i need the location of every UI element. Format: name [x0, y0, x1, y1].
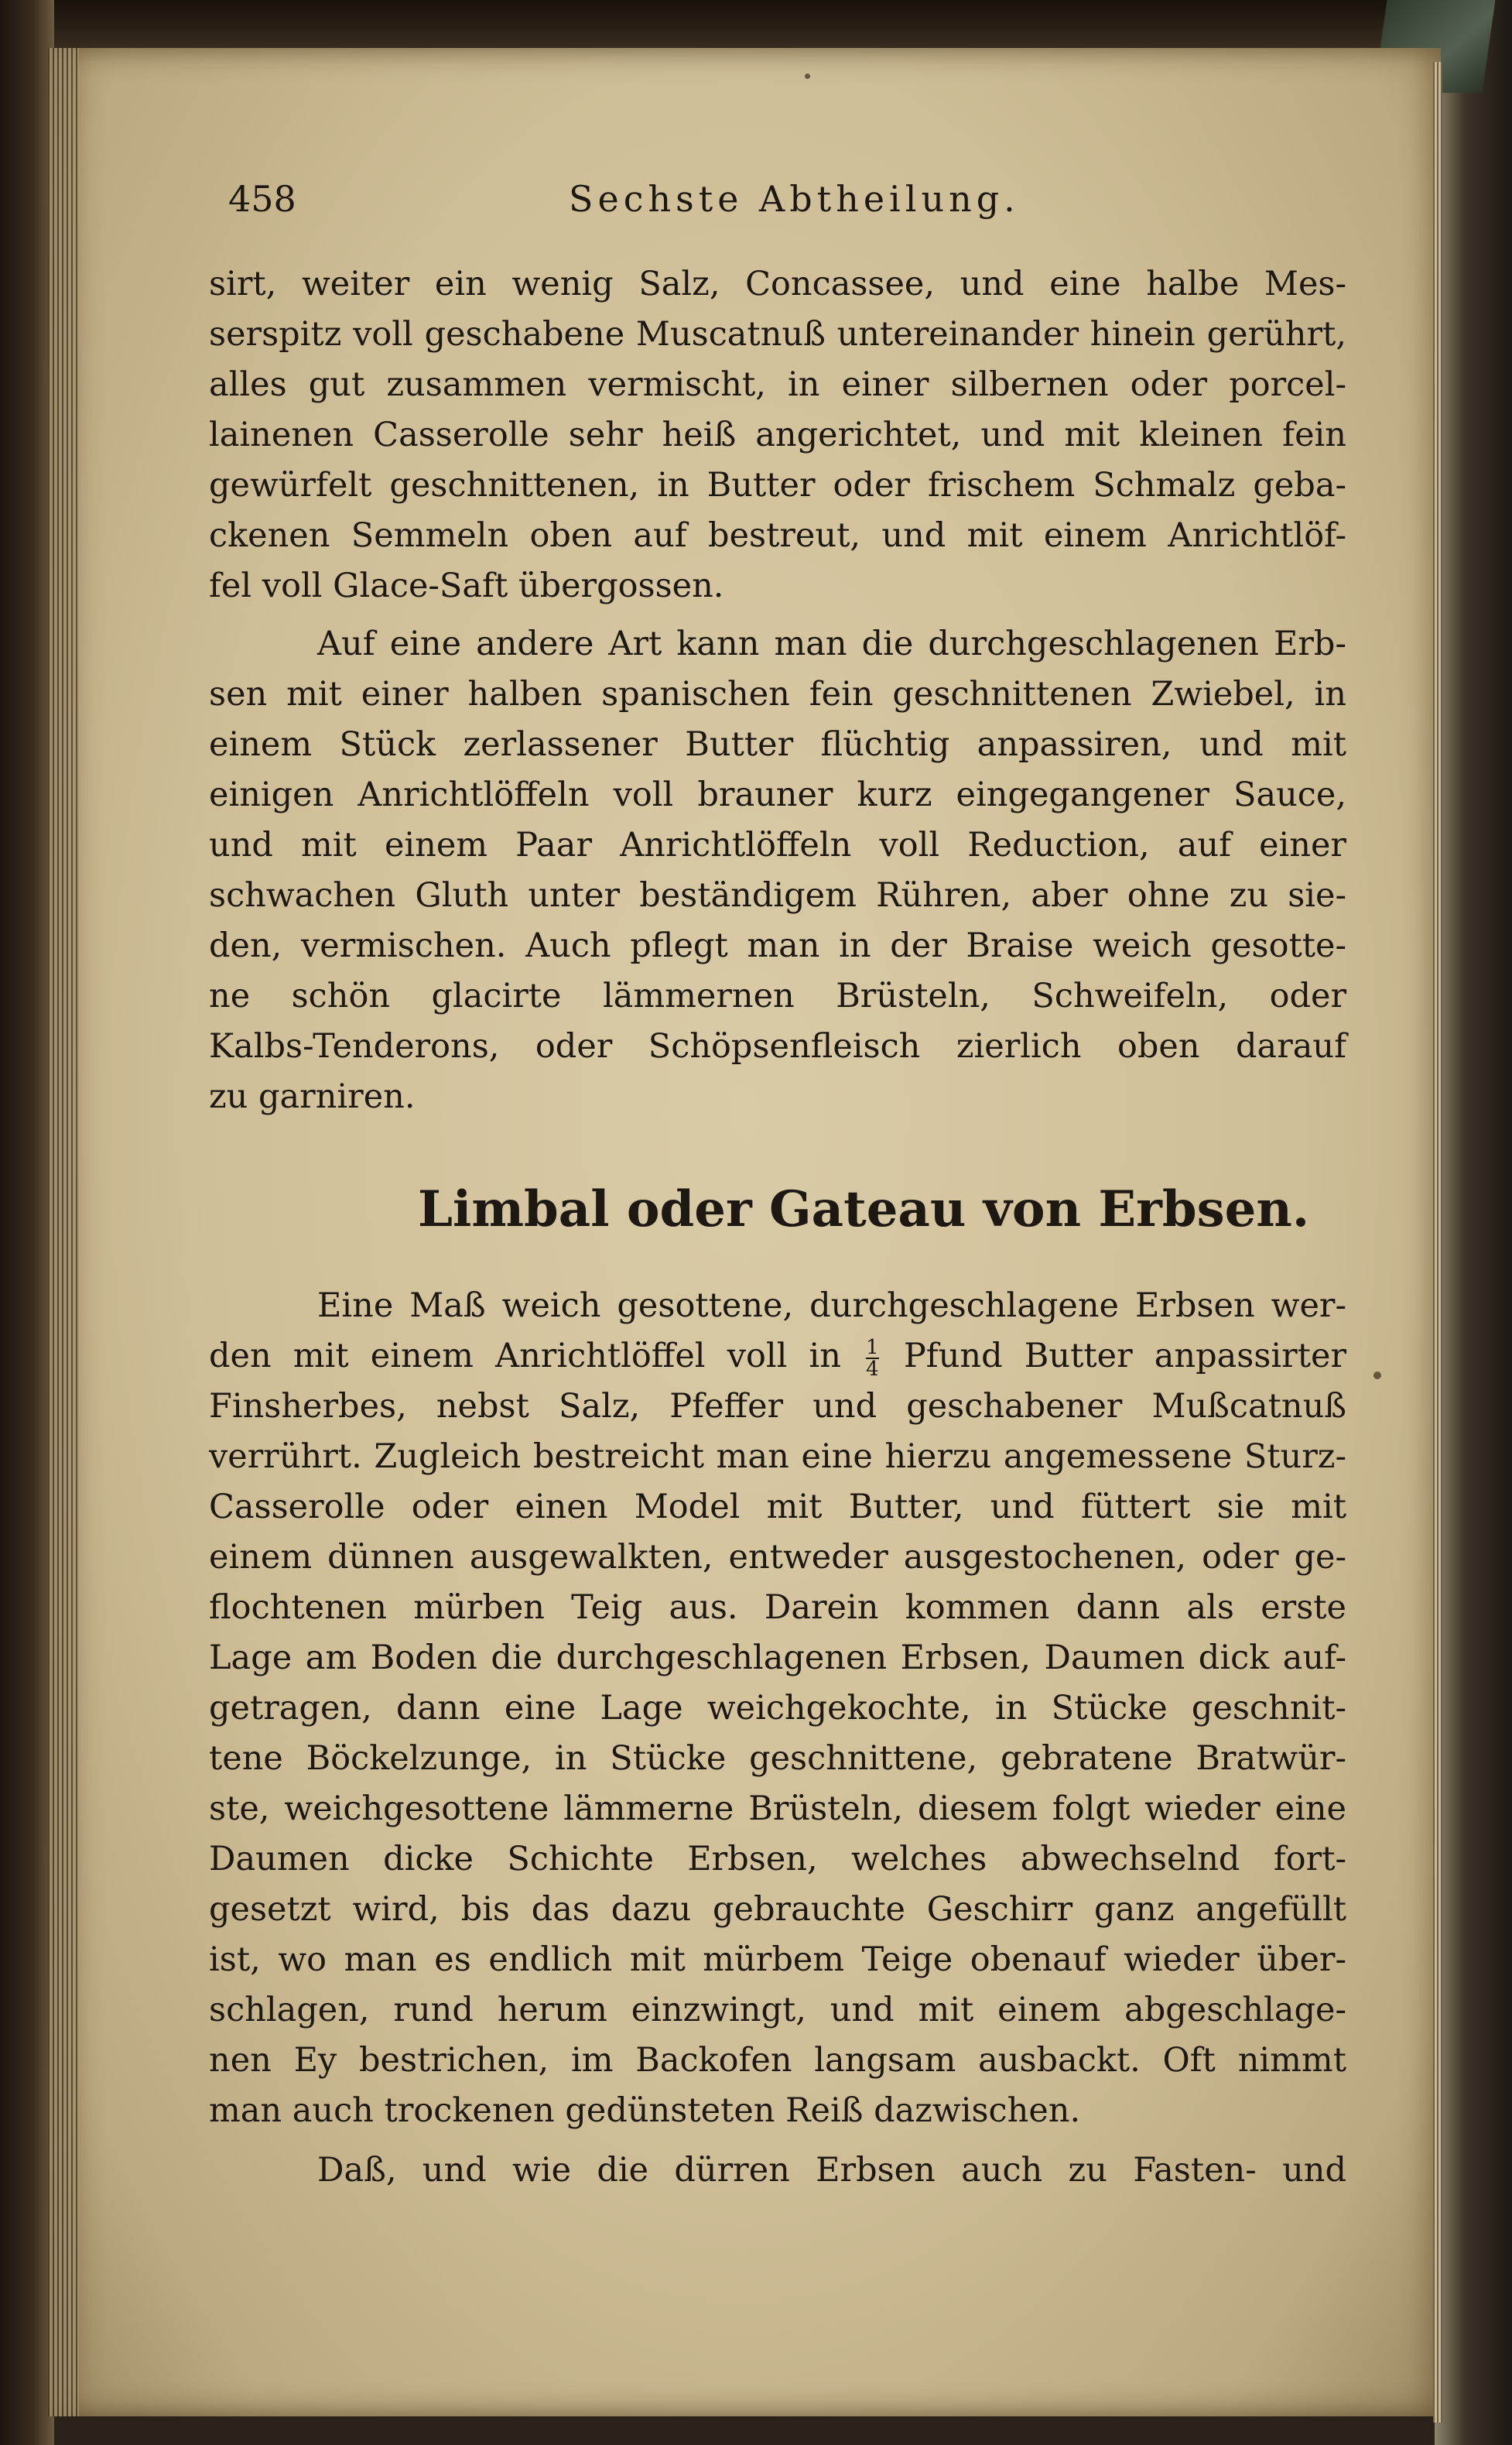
paragraph-alternative-method	[209, 619, 1346, 1122]
text-line: den, vermischen. Auch pflegt man in der Braise weich gesotte-	[209, 926, 1346, 965]
text-line: sen mit einer halben spanischen fein geschnittenen Zwiebel, in	[209, 675, 1346, 714]
page-number: 458	[228, 178, 296, 220]
text-line: Kalbs-Tenderons, oder Schöpsenfleisch zierlich oben darauf	[209, 1027, 1346, 1066]
text-line: schwachen Gluth unter beständigem Rühren, aber ohne zu sie-	[209, 876, 1346, 915]
paragraph-next	[209, 2145, 1346, 2196]
text-line: Auf eine andere Art kann man die durchgeschlagenen Erb-	[317, 625, 1346, 663]
book-cover-top	[0, 0, 1512, 54]
paragraph-recipe	[209, 1281, 1346, 2136]
text-line: einigen Anrichtlöffeln voll brauner kurz eingegangener Sauce,	[209, 776, 1346, 814]
text-line: man auch trockenen gedünsteten Reiß dazwischen.	[209, 2091, 1081, 2130]
text-line-with-fraction	[209, 1331, 1346, 1382]
text-line: tene Böckelzunge, in Stücke geschnittene, gebratene Bratwür-	[209, 1739, 1346, 1778]
text-line: Casserolle oder einen Model mit Butter, und füttert sie mit	[209, 1488, 1346, 1526]
text-line: sirt, weiter ein wenig Salz, Concassee, und eine halbe Mes-	[209, 265, 1346, 303]
text-line: zu garniren.	[209, 1077, 416, 1116]
running-head: Sechste Abtheilung.	[569, 178, 1020, 220]
text-line: alles gut zusammen vermischt, in einer silbernen oder porcel-	[209, 365, 1346, 404]
text-line: lainenen Casserolle sehr heiß angerichtet, und mit kleinen fein	[209, 416, 1346, 454]
text-line: Eine Maß weich gesottene, durchgeschlagene Erbsen wer-	[317, 1286, 1346, 1325]
paragraph-continuation	[209, 259, 1346, 611]
text-line: ckenen Semmeln oben auf bestreut, und mit einem Anrichtlöf-	[209, 516, 1346, 555]
text-line: gesetzt wird, bis das dazu gebrauchte Geschirr ganz angefüllt	[209, 1890, 1346, 1929]
text-line: flochtenen mürben Teig aus. Darein kommen dann als erste	[209, 1588, 1346, 1627]
text-line: ist, wo man es endlich mit mürbem Teige obenauf wieder über-	[209, 1940, 1346, 1979]
text-line: gewürfelt geschnittenen, in Butter oder frischem Schmalz geba-	[209, 466, 1346, 505]
page-gutter	[48, 48, 79, 2416]
fraction-denominator: 4	[866, 1358, 879, 1381]
text-line: einem dünnen ausgewalkten, entweder ausgestochenen, oder ge-	[209, 1538, 1346, 1577]
book-cover-right	[1435, 0, 1512, 2445]
text-line: nen Ey bestrichen, im Backofen langsam ausbackt. Oft nimmt	[209, 2041, 1346, 2080]
ink-speck	[805, 74, 810, 79]
ink-speck	[1373, 1371, 1381, 1379]
text-line: fel voll Glace-Saft übergossen.	[209, 567, 724, 605]
text-line: getragen, dann eine Lage weichgekochte, in Stücke geschnit-	[209, 1689, 1346, 1728]
text-line: Daumen dicke Schichte Erbsen, welches abwechselnd fort-	[209, 1840, 1346, 1878]
fraction-numerator: 1	[866, 1336, 879, 1359]
book-cover-left	[0, 0, 54, 2445]
page-header	[228, 178, 1350, 232]
text-segment: den mit einem Anrichtlöffel voll in	[209, 1337, 841, 1375]
page-edge-stack	[1433, 62, 1442, 2423]
text-line: verrührt. Zugleich bestreicht man eine hierzu angemessene Sturz-	[209, 1437, 1346, 1476]
fraction	[866, 1337, 879, 1379]
text-line: und mit einem Paar Anrichtlöffeln voll Reduction, auf einer	[209, 826, 1346, 865]
text-line: Daß, und wie die dürren Erbsen auch zu Fasten- und	[317, 2151, 1346, 2190]
text-line: serspitz voll geschabene Muscatnuß untereinander hinein gerührt,	[209, 315, 1346, 354]
text-line: schlagen, rund herum einzwingt, und mit einem abgeschlage-	[209, 1991, 1346, 2029]
text-line: Lage am Boden die durchgeschlagenen Erbsen, Daumen dick auf-	[209, 1639, 1346, 1677]
section-title: Limbal oder Gateau von Erbsen.	[418, 1180, 1310, 1238]
text-line: ne schön glacirte lämmernen Brüsteln, Schweifeln, oder	[209, 977, 1346, 1015]
text-line: ste, weichgesottene lämmerne Brüsteln, diesem folgt wieder eine	[209, 1789, 1346, 1828]
text-segment: Pfund Butter anpassirter	[903, 1337, 1346, 1375]
text-line: Finsherbes, nebst Salz, Pfeffer und geschabener Mußcatnuß	[209, 1387, 1346, 1426]
text-line: einem Stück zerlassener Butter flüchtig anpassiren, und mit	[209, 725, 1346, 764]
